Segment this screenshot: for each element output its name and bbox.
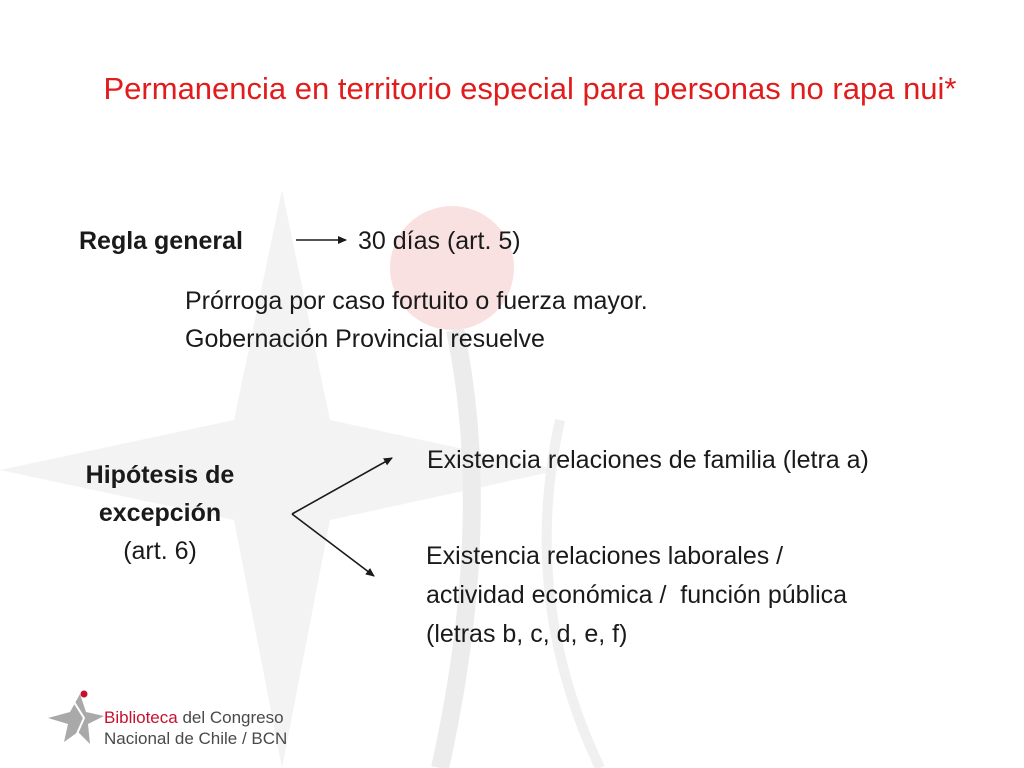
case-labor-line-1: Existencia relaciones laborales /: [426, 542, 784, 570]
exception-case-labor: [426, 537, 986, 654]
rule-value: 30 días (art. 5): [358, 227, 521, 255]
extension-line-2: Gobernación Provincial resuelve: [185, 325, 545, 353]
exception-case-family: Existencia relaciones de familia (letra a): [427, 446, 869, 474]
exception-article: (art. 6): [123, 537, 197, 565]
exception-label-line-1: Hipótesis de: [85, 461, 235, 489]
rule-label: Regla general: [79, 227, 243, 255]
exception-label: [60, 456, 260, 570]
extension-line-1: Prórroga por caso fortuito o fuerza mayor.: [185, 287, 648, 315]
logo-line-2: Nacional de Chile / BCN: [104, 729, 288, 748]
slide-title: Permanencia en territorio especial para personas no rapa nui*: [103, 71, 957, 106]
case-labor-line-2: actividad económica / función pública: [426, 581, 848, 609]
case-labor-line-3: (letras b, c, d, e, f): [426, 620, 628, 648]
extension-text: [185, 282, 825, 358]
exception-arrow-up: [292, 458, 392, 514]
logo-word-biblioteca: Biblioteca: [104, 708, 178, 727]
exception-arrow-down: [292, 514, 374, 576]
exception-label-line-2: excepción: [98, 499, 222, 527]
logo-word-congreso: del Congreso: [177, 708, 284, 727]
logo-line-1: [104, 707, 287, 728]
bcn-logo-text: [104, 707, 287, 749]
